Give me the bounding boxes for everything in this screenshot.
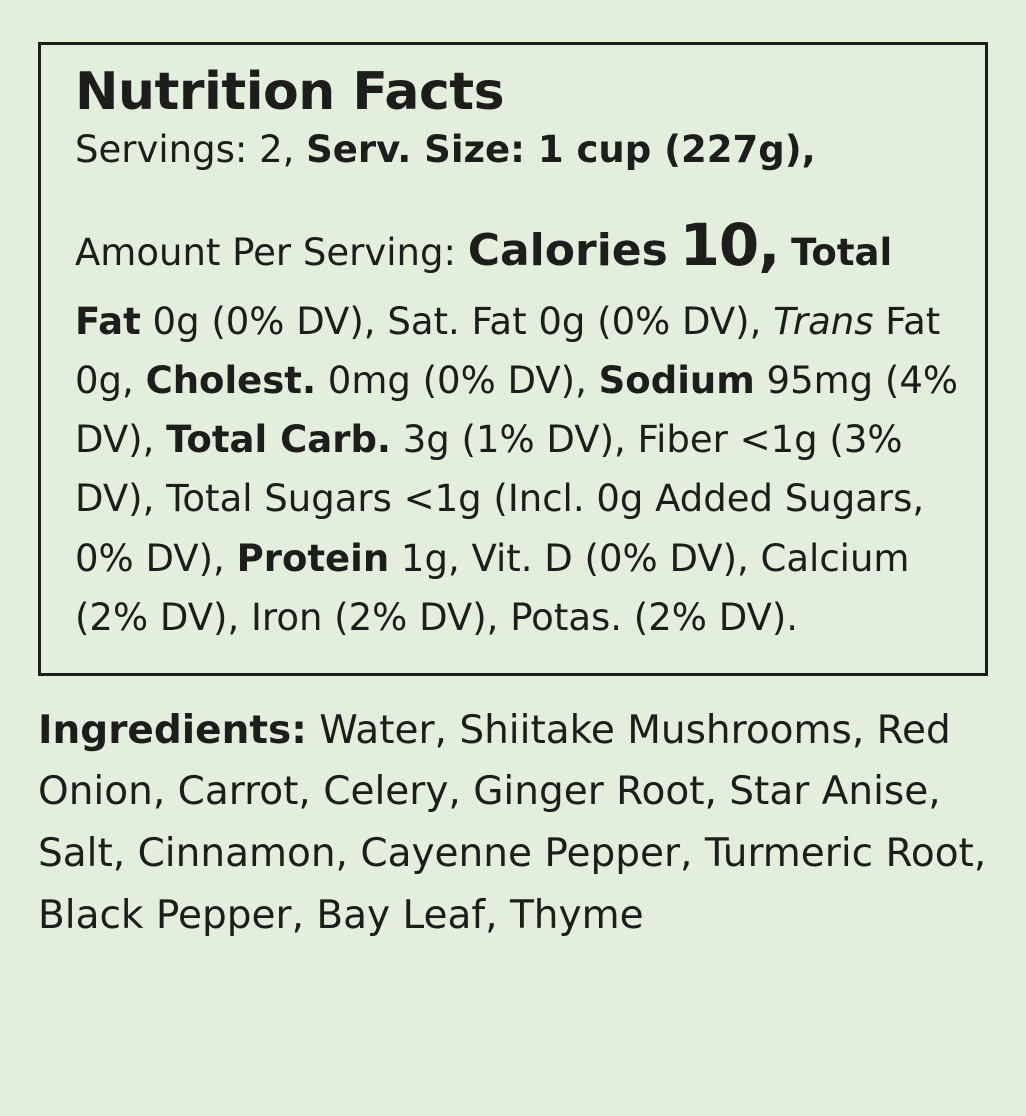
potassium: Potas. (2% DV).	[510, 595, 799, 639]
ingredients-section	[38, 700, 988, 946]
total-fat-value: 0g (0% DV),	[140, 299, 388, 343]
cholesterol-label: Cholest.	[145, 358, 317, 402]
saturated-fat: Sat. Fat 0g (0% DV),	[387, 299, 774, 343]
calories-label: Calories	[467, 224, 668, 276]
ingredients-list: Water, Shiitake Mushrooms, Red Onion, Carrot, Celery, Ginger Root, Star Anise, Salt, Cinnamon, Cayenne Pepper, Turmeric Root, Black Pepper, Bay Leaf, Thyme	[38, 707, 987, 938]
servings-count: Servings: 2,	[75, 127, 307, 171]
protein-value: 1g,	[389, 536, 472, 580]
total-fat-label: Total Fat	[75, 230, 893, 343]
vitamin-d: Vit. D (0% DV),	[471, 536, 761, 580]
calcium: Calcium (2% DV),	[75, 536, 910, 639]
nutrition-facts-panel	[38, 42, 988, 676]
nutrition-body	[75, 199, 959, 647]
sodium-label: Sodium	[598, 358, 755, 402]
trans-label: Trans	[773, 299, 874, 343]
total-carb-value: 3g (1% DV),	[390, 418, 638, 462]
protein-label: Protein	[236, 536, 390, 580]
trans-fat-value: Fat 0g,	[75, 299, 941, 402]
sodium-value: 95mg (4% DV),	[75, 358, 959, 462]
servings-line	[75, 126, 959, 173]
total-carb-label: Total Carb.	[166, 418, 391, 462]
iron: Iron (2% DV),	[251, 595, 511, 639]
calories-value: 10,	[679, 210, 780, 279]
dietary-fiber: Fiber <1g (3% DV),	[75, 418, 903, 521]
nutrition-label	[38, 42, 988, 985]
ingredients-heading: Ingredients:	[38, 707, 307, 753]
amount-per-serving-label: Amount Per Serving:	[75, 230, 468, 274]
cholesterol-value: 0mg (0% DV),	[316, 358, 599, 402]
serving-size: Serv. Size: 1 cup (227g),	[306, 127, 816, 171]
page-title: Nutrition Facts	[75, 62, 505, 122]
total-sugars: Total Sugars <1g (Incl. 0g Added Sugars, 0% DV),	[75, 477, 925, 580]
